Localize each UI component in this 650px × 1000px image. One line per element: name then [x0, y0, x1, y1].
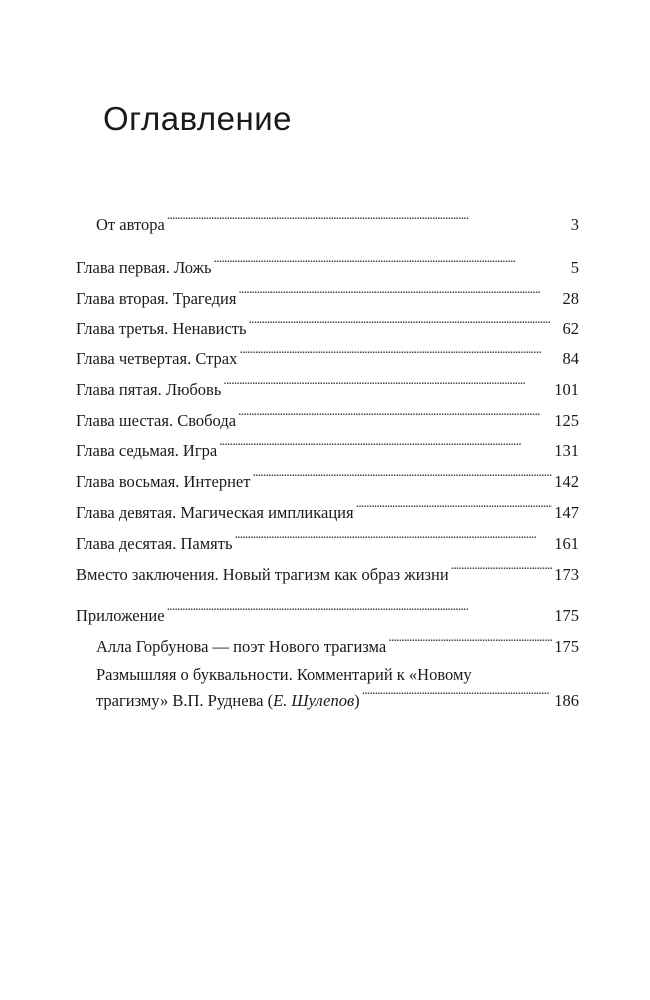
toc-entry [76, 498, 579, 523]
toc-entry-multiline [96, 663, 579, 712]
toc-entry-page: 62 [562, 319, 579, 338]
toc-entry-label: Глава вторая. Трагедия [76, 289, 237, 308]
toc-entry-page: 28 [562, 289, 579, 308]
toc-entry-label: Глава девятая. Магическая импликация [76, 503, 354, 522]
leader-dots [238, 284, 560, 304]
toc-entry-label: Вместо заключения. Новый трагизм как образ жизни [76, 565, 449, 584]
toc-entry-page: 175 [554, 606, 579, 625]
toc-entry-label: Глава четвертая. Страх [76, 349, 238, 368]
toc-entry-page: 173 [554, 565, 579, 584]
leader-dots [239, 344, 560, 364]
toc-entry-page: 186 [554, 691, 579, 710]
toc-entry-page: 5 [570, 258, 579, 277]
toc-entry [96, 632, 579, 657]
toc-entry-label: Глава пятая. Любовь [76, 380, 222, 399]
label-prefix: трагизму» В.П. Руднева ( [96, 691, 274, 710]
toc-entry [76, 253, 579, 278]
leader-dots [223, 375, 552, 395]
toc-entry [76, 601, 579, 626]
leader-dots [356, 498, 553, 518]
toc-entry-label: Глава шестая. Свобода [76, 411, 237, 430]
toc-entry [76, 375, 579, 400]
toc-entry-page: 147 [554, 503, 579, 522]
leader-dots [451, 560, 553, 580]
toc-entry-label: От автора [96, 215, 165, 234]
toc-entry-page: 131 [554, 441, 579, 460]
toc-entry [76, 284, 579, 309]
author-name: Е. Шулепов [273, 691, 355, 710]
toc-entry [76, 436, 579, 461]
toc-entry-page: 3 [570, 215, 579, 234]
toc-entry-label: Глава первая. Ложь [76, 258, 212, 277]
toc-entry [76, 314, 579, 339]
leader-dots [249, 314, 561, 334]
toc-entry-label: Глава седьмая. Игра [76, 441, 218, 460]
label-suffix: ) [354, 691, 360, 710]
page-title: Оглавление [103, 100, 292, 137]
toc-entry-label: Алла Горбунова — поэт Нового трагизма [96, 637, 387, 656]
toc-entry [76, 344, 579, 369]
toc-entry-line2 [96, 686, 579, 712]
leader-dots [219, 436, 552, 456]
toc-entry-page: 142 [554, 472, 579, 491]
toc-entry-label: Глава восьмая. Интернет [76, 472, 251, 491]
leader-dots [238, 406, 552, 426]
leader-dots [235, 529, 553, 549]
leader-dots [167, 601, 553, 621]
toc-entry-page: 175 [554, 637, 579, 656]
leader-dots [214, 253, 569, 273]
toc-entry-page: 125 [554, 411, 579, 430]
leader-dots [252, 467, 552, 487]
leader-dots [167, 210, 569, 230]
toc-entry-label: Приложение [76, 606, 165, 625]
toc-entry [76, 560, 579, 585]
toc-entry-label-line2 [96, 689, 360, 712]
toc-entry-label-line1: Размышляя о буквальности. Комментарий к «Новому [96, 665, 472, 684]
toc-entry [76, 529, 579, 554]
toc-entry-page: 84 [562, 349, 579, 368]
toc-entry-label: Глава третья. Ненависть [76, 319, 247, 338]
toc-entry [76, 406, 579, 431]
toc-entry-label: Глава десятая. Память [76, 534, 233, 553]
toc-entry [76, 467, 579, 492]
leader-dots [388, 632, 552, 652]
leader-dots [362, 686, 553, 706]
toc-entry [96, 210, 579, 235]
toc-entry-page: 101 [554, 380, 579, 399]
toc-entry-page: 161 [554, 534, 579, 553]
